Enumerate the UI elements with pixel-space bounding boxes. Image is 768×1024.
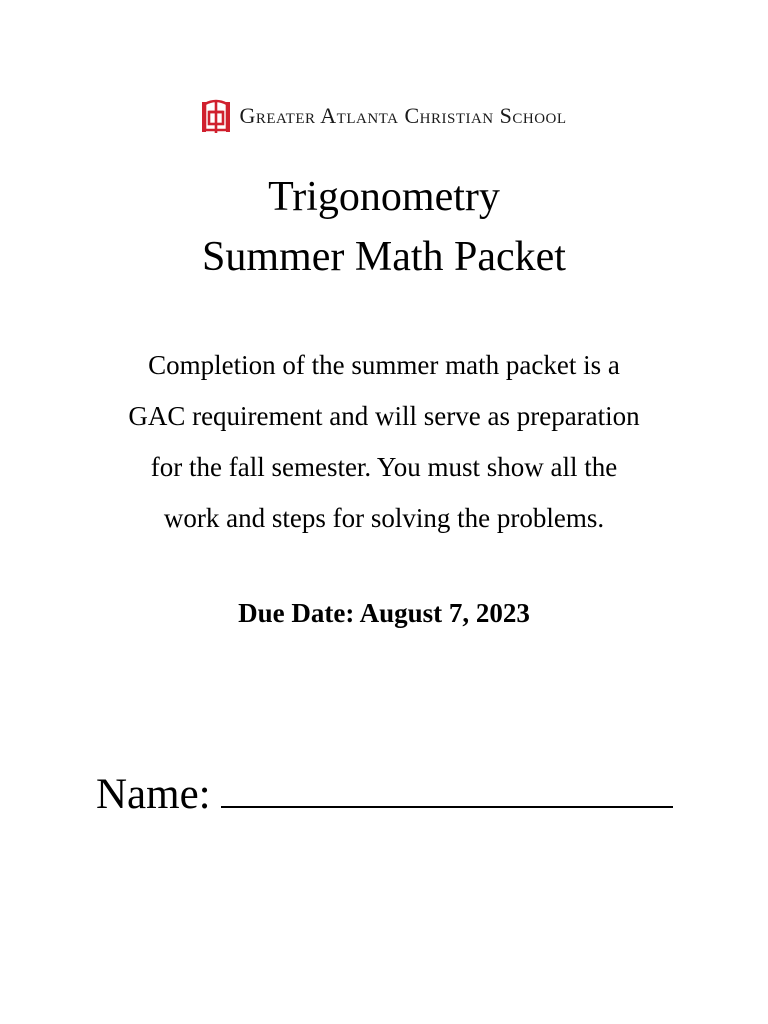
name-field bbox=[96, 766, 673, 819]
intro-line: GAC requirement and will serve as preparation bbox=[128, 401, 640, 431]
school-header bbox=[0, 96, 768, 136]
intro-paragraph bbox=[0, 340, 768, 544]
name-blank-line[interactable] bbox=[221, 766, 673, 808]
intro-line: work and steps for solving the problems. bbox=[163, 503, 605, 533]
intro-line: Completion of the summer math packet is a bbox=[148, 350, 620, 380]
name-label: Name: bbox=[96, 771, 211, 818]
page-subtitle: Summer Math Packet bbox=[202, 234, 566, 280]
intro-line: for the fall semester. You must show all the bbox=[150, 452, 618, 482]
page-title: Trigonometry bbox=[268, 174, 500, 220]
gac-crest-icon bbox=[201, 96, 231, 136]
school-name: Greater Atlanta Christian School bbox=[239, 103, 567, 128]
due-date: Due Date: August 7, 2023 bbox=[238, 598, 530, 628]
